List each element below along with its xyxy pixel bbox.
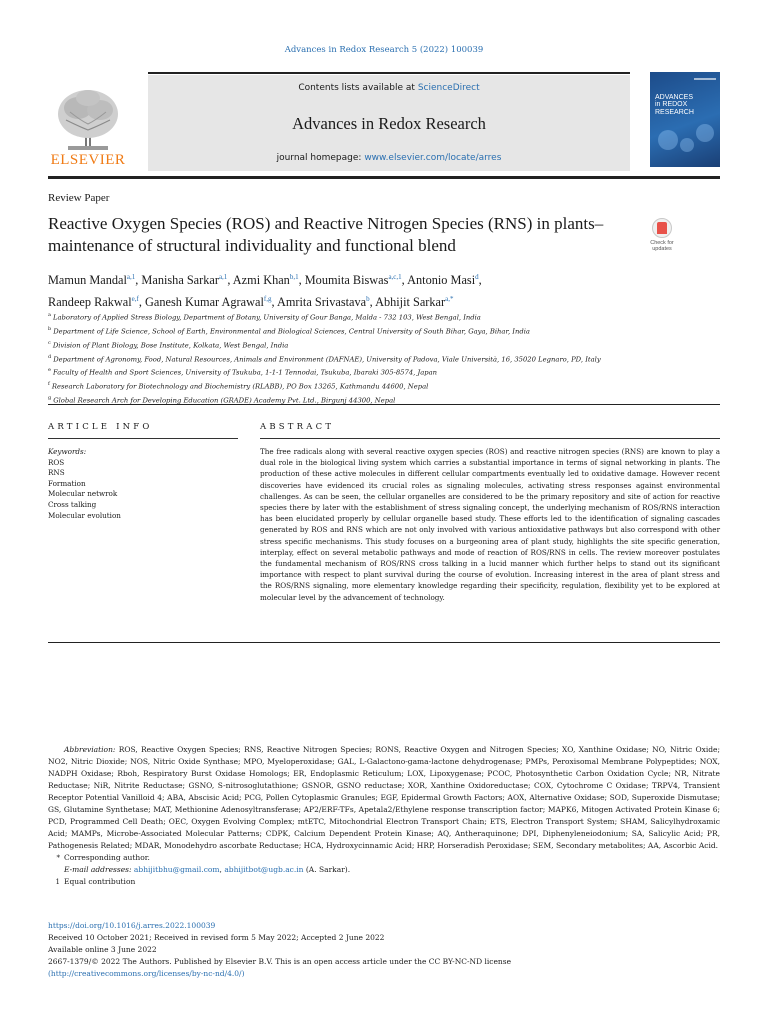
footnote-symbol: 1: [55, 878, 60, 886]
header-top-rule: [148, 72, 630, 74]
affiliation-letter: d: [48, 353, 52, 360]
affiliation-item: [48, 379, 720, 393]
cover-title-line: ADVANCES: [655, 94, 693, 101]
corresponding-author-footnote: [48, 852, 720, 864]
journal-homepage-link[interactable]: www.elsevier.com/locate/arres: [364, 153, 502, 163]
available-online-date: Available online 3 June 2022: [48, 945, 157, 954]
keyword-item: RNS: [48, 468, 65, 478]
corresponding-author-text: Corresponding author.: [64, 853, 150, 862]
author-name[interactable]: Amrita Srivastava: [276, 295, 367, 310]
keyword-item: Cross talking: [48, 499, 97, 509]
received-dates: Received 10 October 2021; Received in revised form 5 May 2022; Accepted 2 June 2022: [48, 933, 385, 942]
abstract-rule: [260, 438, 720, 439]
affiliation-letter: a: [48, 312, 51, 318]
author-name[interactable]: Moumita Biswas: [304, 273, 389, 288]
affiliation-letter: g: [48, 395, 52, 402]
abstract-text: The free radicals along with several reactive oxygen species (ROS) and reactive nitrogen species (RNS) are known to play a dual role in the biological living system which carries a substantial importance in terms of signal networking in plants. The production of these active molecules in different cellular compartments eventually led to oxidative damage. However recent discoveries have evidenced its crucial roles as signaling molecules, activating stress responses against environmental challenges. As can be seen, the cellular organelles are considered to be the primary repository and site of action for reactive species there by later with the establishment of stress signaling concept, the underlying mechanism of ROS/RNS interaction has been elucidated properly by cellular organelle based study. These efforts led to the identification of signaling cascades generated by ROS and RNS which are not only involved with various antioxidative pathways but also correspond with other stress specific mechanisms. This study focuses on a burgeoning area of plant study, highlights the site specific generation, interplay, effect on several metabolic pathways and mode of reaction of ROS/RNS in cells. The review moreover postulates the fundamental mechanism of ROS/RNS cross talking in a lucid manner which further helps to stand out its significant importance with respect to plant survival during the course of evolution. Increasing interest in the area of plant stress and the ROS/RNS signaling, more elementary knowledge regarding their specificity, regulation, flexibility yet to be explored at molecular level by the advancement of technology.: [260, 447, 720, 602]
keyword-item: Molecular netwrok: [48, 489, 118, 499]
affiliation-text: Global Research Arch for Developing Education (GRADE) Academy Pvt. Ltd., Birgunj 44300, Nepal: [53, 396, 396, 405]
author-name[interactable]: Ganesh Kumar Agrawal: [145, 295, 264, 310]
cover-bar: [694, 78, 716, 80]
author-affiliation-marker[interactable]: d: [475, 273, 479, 281]
author-name[interactable]: Azmi Khan: [232, 273, 290, 288]
author-name[interactable]: Randeep Rakwal: [48, 295, 132, 310]
affiliation-item: [48, 352, 720, 366]
journal-cover-image[interactable]: [650, 72, 720, 167]
author-affiliation-marker[interactable]: a,c,1: [388, 273, 402, 281]
affiliation-item: [48, 365, 720, 379]
crossmark-ribbon-icon: [657, 222, 667, 234]
crossmark-label: Check for updates: [650, 240, 674, 252]
email-label: E-mail addresses:: [64, 865, 132, 874]
author-affiliation-marker[interactable]: a,*: [445, 295, 454, 304]
author-name[interactable]: Abhijit Sarkar: [375, 295, 446, 310]
author-name[interactable]: Antonio Masi: [407, 273, 476, 288]
article-type: Review Paper: [48, 192, 110, 204]
email-link[interactable]: abhijitbhu@gmail.com: [133, 865, 220, 874]
cover-bubble: [680, 138, 694, 152]
affiliation-item: [48, 338, 720, 352]
license-text: 2667-1379/© 2022 The Authors. Published by Elsevier B.V. This is an open access article under the CC BY-NC-ND license: [48, 957, 512, 966]
contents-line: [148, 83, 630, 93]
author-list: Mamun Mandal$^{a,1}$, Manisha Sarkar$^{a,1}$, Azmi Khan$^{b,1}$, Moumita Biswas$^{a,c,1}$, Antonio Masi$^d$, Randeep Rakwal$^{e,f}$, Ganesh Kumar Agrawal$^{f,g}$, Amrita Srivastava$^b$, Abhijit Sarkar$^{a,*}$: [48, 273, 482, 310]
cover-title-line: RESEARCH: [655, 108, 694, 116]
homepage-prefix: journal homepage:: [276, 153, 362, 163]
article-info-heading: ARTICLE INFO: [48, 422, 153, 432]
cover-bubble: [696, 124, 714, 142]
affiliation-letter: b: [48, 325, 52, 332]
cover-title-line: in REDOX: [655, 101, 688, 109]
abbreviation-label: Abbreviation:: [64, 745, 116, 754]
homepage-line: [148, 153, 630, 163]
affiliation-letter: f: [48, 381, 50, 388]
author-affiliation-marker[interactable]: e,f: [131, 295, 139, 304]
affiliation-letter: e: [48, 367, 51, 374]
author-affiliation-marker[interactable]: b,1: [289, 273, 299, 281]
affiliation-item: [48, 310, 720, 324]
author-name[interactable]: Mamun Mandal: [48, 273, 127, 288]
publication-info: [48, 920, 720, 980]
equal-contribution-text: Equal contribution: [64, 877, 136, 886]
affiliation-text: Laboratory of Applied Stress Biology, Department of Botany, University of Gour Banga, Malda - 732 103, West Bengal, India: [52, 313, 481, 322]
equal-contribution-footnote: [48, 876, 720, 888]
doi-link[interactable]: https://doi.org/10.1016/j.arres.2022.100039: [48, 921, 216, 930]
keyword-item: ROS: [48, 457, 65, 467]
affiliation-text: Research Laboratory for Biotechnology and Biochemistry (RLABB), PO Box 13265, Kathmandu 44600, Nepal: [51, 382, 429, 391]
keyword-item: Formation: [48, 478, 86, 488]
affiliation-letter: c: [48, 339, 51, 346]
affiliation-list: [48, 310, 720, 407]
footnote-symbol: *: [56, 854, 60, 862]
license-link[interactable]: (http://creativecommons.org/licenses/by-nc-nd/4.0/): [48, 969, 245, 978]
cover-title: [655, 94, 717, 116]
author-affiliation-marker[interactable]: b: [366, 295, 370, 304]
section-divider: [48, 642, 720, 643]
affiliation-text: Faculty of Health and Sport Sciences, University of Tsukuba, 1-1-1 Tennodai, Tsukuba, Ibaraki 305-8574, Japan: [52, 368, 438, 377]
author-affiliation-marker[interactable]: f,g: [263, 295, 272, 304]
affiliation-text: Department of Agronomy, Food, Natural Resources, Animals and Environment (DAFNAE), University of Padova, Viale Università, 16, 35020 Legnaro, PD, Italy: [53, 354, 601, 363]
sciencedirect-link[interactable]: ScienceDirect: [417, 83, 480, 93]
email-link[interactable]: abhijitbot@ugb.ac.in: [224, 865, 304, 874]
abbreviation-footnote: [48, 744, 720, 852]
email-footnote: [48, 864, 720, 876]
affiliation-text: Department of Life Science, School of Earth, Environmental and Biological Sciences, Central University of South Bihar, Gaya, Bihar, India: [53, 327, 530, 336]
email-suffix: (A. Sarkar).: [305, 865, 351, 874]
author-affiliation-marker[interactable]: a,1: [218, 273, 228, 281]
abbreviation-text: ROS, Reactive Oxygen Species; RNS, Reactive Nitrogen Species; RONS, Reactive Oxygen and Nitrogen Species; XO, Xanthine Oxidase; NO, Nitric Oxide; NO2, Nitric Dioxide; NOS, Nitric Oxide Synthase; MPO, Myeloperoxidase; GAL, L-Galactono-gama-lactone dehydrogenase; PMPs, Peroxisomal Membrane Polypeptides; NOX, NADPH Oxidase; Rboh, Respiratory Burst Oxidase Homologs; ER, Endoplasmic Reticulum; LOX, Lipoxygenase; PCOC, Photosynthetic Carbon Oxidation Cycle; NR, Nitrate Reductase; NiR, Nitrite Reductase; GSNO, S-nitrosoglutathione; GSNOR, GSNO reductase; XOR, Xanthine Oxidoreductase; COX, Cytochrome C Oxidase; TRPV4, Transient Receptor Potential Vanilloid 4; ABA, Abscisic Acid; PCG, Pollen Cytoplasmic Granules; EGF, Epidermal Growth Factors; AOX, Alternative Oxidase; SOD, Superoxide Dismutase; GS, Glutamine Synthetase; MAT, Methionine Adenosyltransferase; AP2/ERF-TFs, Apetala2/Ethylene response transcription factor; MAPK6, Mitogen Activated Protein Kinase 6; PCD, Programmed Cell Death; OEC, Oxygen Evolving Complex; mtETC, Mitochondrial Electron Transport Chain; ETS, Electron Transport System; SHAM, Salicylhydroxamic Acid; MAMPs, Microbe-Associated Molecular Patterns; CDPK, Calcium Dependent Protein Kinase; AQ, Antheraquinone; DPI, Diphenyleneiodonium; SA, Salicylic Acid; PR, Pathogenesis Related; MDAR, Monodehydro ascorbate Reductase; HCA, Hydroxycinnamic Acid; HRP, Horseradish Peroxidase; SEM, Secondary metabolites; AA, Ascorbic Acid.: [48, 745, 720, 850]
check-for-updates-button[interactable]: [644, 218, 680, 256]
journal-title: Advances in Redox Research: [292, 114, 486, 133]
email-separator: ,: [219, 865, 222, 874]
journal-reference-link[interactable]: Advances in Redox Research 5 (2022) 100039: [284, 45, 484, 55]
footnotes: [48, 744, 720, 888]
section-divider: [48, 404, 720, 405]
keyword-item: Molecular evolution: [48, 510, 121, 520]
contents-prefix: Contents lists available at: [298, 83, 415, 93]
author-affiliation-marker[interactable]: a,1: [126, 273, 136, 281]
publisher-name: ELSEVIER: [50, 152, 126, 168]
article-title: Reactive Oxygen Species (ROS) and Reactive Nitrogen Species (RNS) in plants– maintenance of structural individuality and functional blend: [48, 214, 604, 255]
header-bottom-rule: [48, 176, 720, 179]
keywords-label: Keywords:: [48, 447, 87, 456]
affiliation-item: [48, 324, 720, 338]
keywords-block: [48, 447, 238, 521]
affiliation-text: Division of Plant Biology, Bose Institute, Kolkata, West Bengal, India: [52, 340, 289, 349]
abstract-heading: ABSTRACT: [260, 422, 335, 432]
article-info-rule: [48, 438, 238, 439]
author-name[interactable]: Manisha Sarkar: [141, 273, 219, 288]
cover-bubble: [658, 130, 678, 150]
